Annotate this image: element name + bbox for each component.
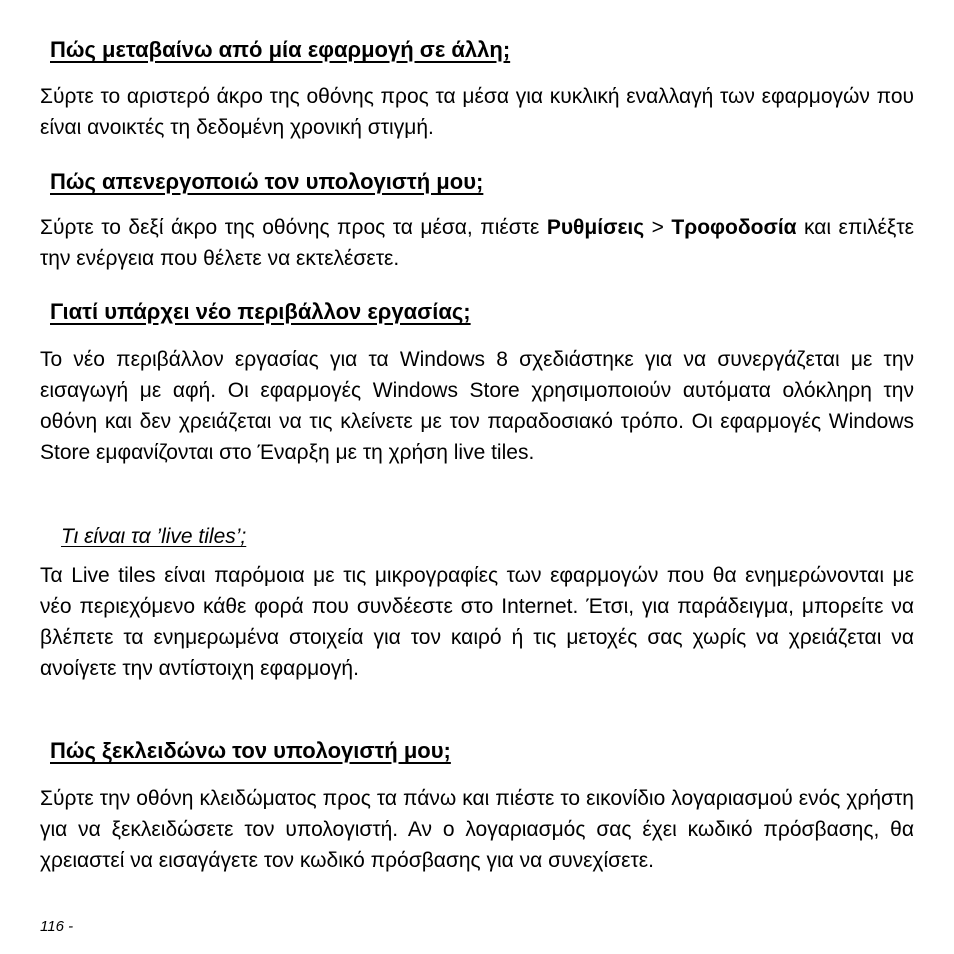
shutdown-text-after: και επιλέξτε την ενέργεια που θέλετε να εκτελέσετε.: [40, 216, 914, 270]
page-number: 116 -: [40, 918, 74, 935]
paragraph-switch-apps: Σύρτε το αριστερό άκρο της οθόνης προς τα μέσα για κυκλική εναλλαγή των εφαρμογών που είναι ανοικτές τη δεδομένη χρονική στιγμή.: [40, 85, 914, 139]
settings-term: Ρυθμίσεις: [546, 216, 645, 239]
heading-switch-apps: Πώς μεταβαίνω από μία εφαρμογή σε άλλη;: [50, 37, 511, 62]
paragraph-unlock: Σύρτε την οθόνη κλειδώματος προς τα πάνω και πιέστε το εικονίδιο λογαριασμού ενός χρήστη για να ξεκλειδώσετε τον υπολογιστή. Αν ο λογαριασμός σας έχει κωδικό πρόσβασης, θα χρειαστεί να εισαγάγετε τον κωδικό πρόσβασης για να συνεχίσετε.: [40, 787, 914, 872]
heading-shutdown: Πώς απενεργοποιώ τον υπολογιστή μου;: [50, 169, 484, 194]
paragraph-new-interface: Το νέο περιβάλλον εργασίας για τα Windows 8 σχεδιάστηκε για να συνεργάζεται με την εισαγωγή με αφή. Οι εφαρμογές Windows Store χρησιμοποιούν αυτόματα ολόκληρη την οθόνη και δεν χρειάζεται να τις κλείνετε με τον παραδοσιακό τρόπο. Οι εφαρμογές Windows Store εμφανίζονται στο Έναρξη με τη χρήση live tiles.: [40, 348, 914, 464]
power-term: Τροφοδοσία: [671, 216, 797, 239]
heading-unlock: Πώς ξεκλειδώνω τον υπολογιστή μου;: [50, 738, 451, 763]
paragraph-live-tiles: Τα Live tiles είναι παρόμοια με τις μικρογραφίες των εφαρμογών που θα ενημερώνονται με νέο περιεχόμενο κάθε φορά που συνδέεστε στο Internet. Έτσι, για παράδειγμα, μπορείτε να βλέπετε τα ενημερωμένα στοιχεία για τον καιρό ή τις μετοχές σας χωρίς να χρειάζεται να ανοίγετε την αντίστοιχη εφαρμογή.: [40, 564, 914, 680]
shutdown-text-before: Σύρτε το δεξί άκρο της οθόνης προς τα μέσα, πιέστε: [40, 216, 547, 239]
menu-separator: >: [644, 216, 672, 239]
heading-new-interface: Γιατί υπάρχει νέο περιβάλλον εργασίας;: [50, 299, 471, 324]
heading-live-tiles: Τι είναι τα ’live tiles’;: [61, 525, 247, 548]
document-page: [40, 0, 914, 954]
paragraph-shutdown: [40, 212, 914, 274]
